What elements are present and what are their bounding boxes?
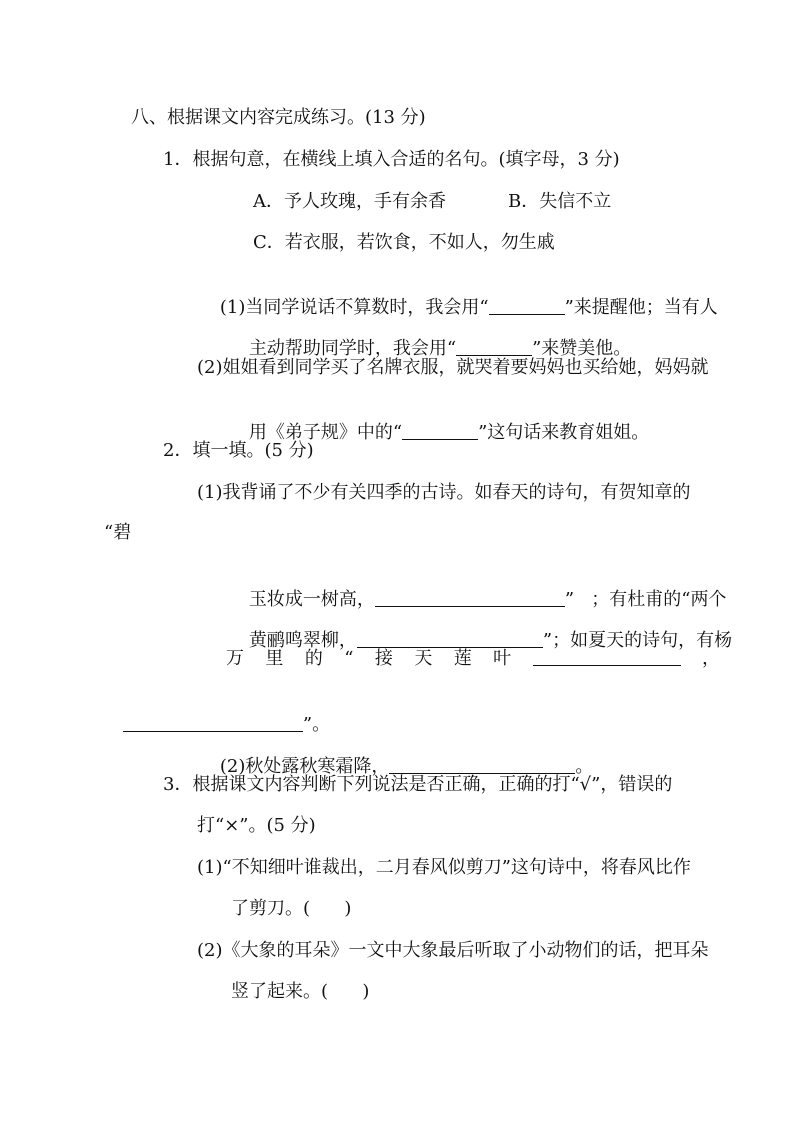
q1-s1-text-a: (1)当同学说话不算数时，我会用“: [219, 297, 489, 318]
q2-word-5: 接: [374, 648, 393, 669]
q1-s2-text-c: ”这句话来教育姐姐。: [478, 422, 650, 443]
q3-statement-2-line-1: (2)《大象的耳朵》一文中大象最后听取了小动物们的话，把耳朵: [197, 940, 709, 961]
q2-text-f: ”；如夏天的诗句，有杨: [542, 630, 733, 651]
q1-blank-3[interactable]: [402, 421, 478, 440]
q2-p2-text-b: 。: [575, 756, 594, 777]
q2-text-e: 黄鹂鸣翠柳，: [248, 630, 357, 651]
q2-word-3: 的: [304, 648, 323, 669]
q2-part-1-line-1: (1)我背诵了不少有关四季的古诗。如春天的诗句，有贺知章的: [197, 482, 691, 503]
q3-statement-2-line-2: 竖了起来。( ): [231, 981, 370, 1002]
q1-s1-text-b: ”来提醒他；当有人: [564, 297, 718, 318]
q2-comma: ，: [702, 648, 720, 669]
option-a: A．予人玫瑰，手有余香: [253, 191, 446, 212]
option-c: C．若衣服，若饮食，不如人，勿生戚: [253, 232, 555, 253]
q2-word-4: “: [344, 648, 354, 669]
q2-word-8: 叶: [493, 648, 512, 669]
q2-text-c: 玉妆成一树高，: [248, 589, 375, 610]
q3-statement-1-line-1: (1)“不知细叶谁裁出，二月春风似剪刀”这句诗中，将春风比作: [197, 857, 691, 878]
question-3-prompt-line-2: 打“×”。(5 分): [197, 815, 316, 836]
question-3-prompt-line-1: 3．根据课文内容判断下列说法是否正确，正确的打“√”，错误的: [163, 774, 673, 795]
q2-word-1: 万: [226, 648, 244, 669]
q3-statement-1-line-2: 了剪刀。( ): [231, 898, 352, 919]
q2-part-1-line-2: “碧: [104, 522, 132, 543]
q2-text-i: ”。: [302, 714, 331, 735]
q2-blank-2[interactable]: [357, 629, 543, 648]
q1-sentence-2-line-1: (2)姐姐看到同学买了名牌衣服，就哭着要妈妈也买给她，妈妈就: [197, 357, 709, 378]
question-2-prompt: 2．填一填。(5 分): [163, 440, 314, 461]
q1-s2-text-b: 用《弟子规》中的“: [248, 422, 403, 443]
q1-s1-text-c: 主动帮助同学时，我会用“: [248, 338, 457, 359]
q2-text-d: ” ；有杜甫的“两个: [564, 589, 727, 610]
q2-word-7: 莲: [453, 648, 472, 669]
question-1-prompt: 1．根据句意，在横线上填入合适的名句。(填字母，3 分): [163, 149, 620, 170]
section-heading: 八、根据课文内容完成练习。(13 分): [131, 107, 426, 128]
q2-blank-4[interactable]: [123, 713, 303, 732]
q1-s1-text-d: ”来赞美他。: [532, 338, 632, 359]
q2-word-2: 里: [265, 648, 284, 669]
q2-blank-3[interactable]: [533, 647, 681, 666]
q2-part-1-line-5: [226, 647, 720, 671]
q2-p2-text-a: (2)秋处露秋寒霜降，: [219, 756, 390, 777]
q2-word-6: 天: [414, 648, 433, 669]
q2-blank-5[interactable]: [389, 755, 575, 774]
option-b: B．失信不立: [508, 191, 612, 212]
q1-blank-2[interactable]: [456, 337, 532, 356]
